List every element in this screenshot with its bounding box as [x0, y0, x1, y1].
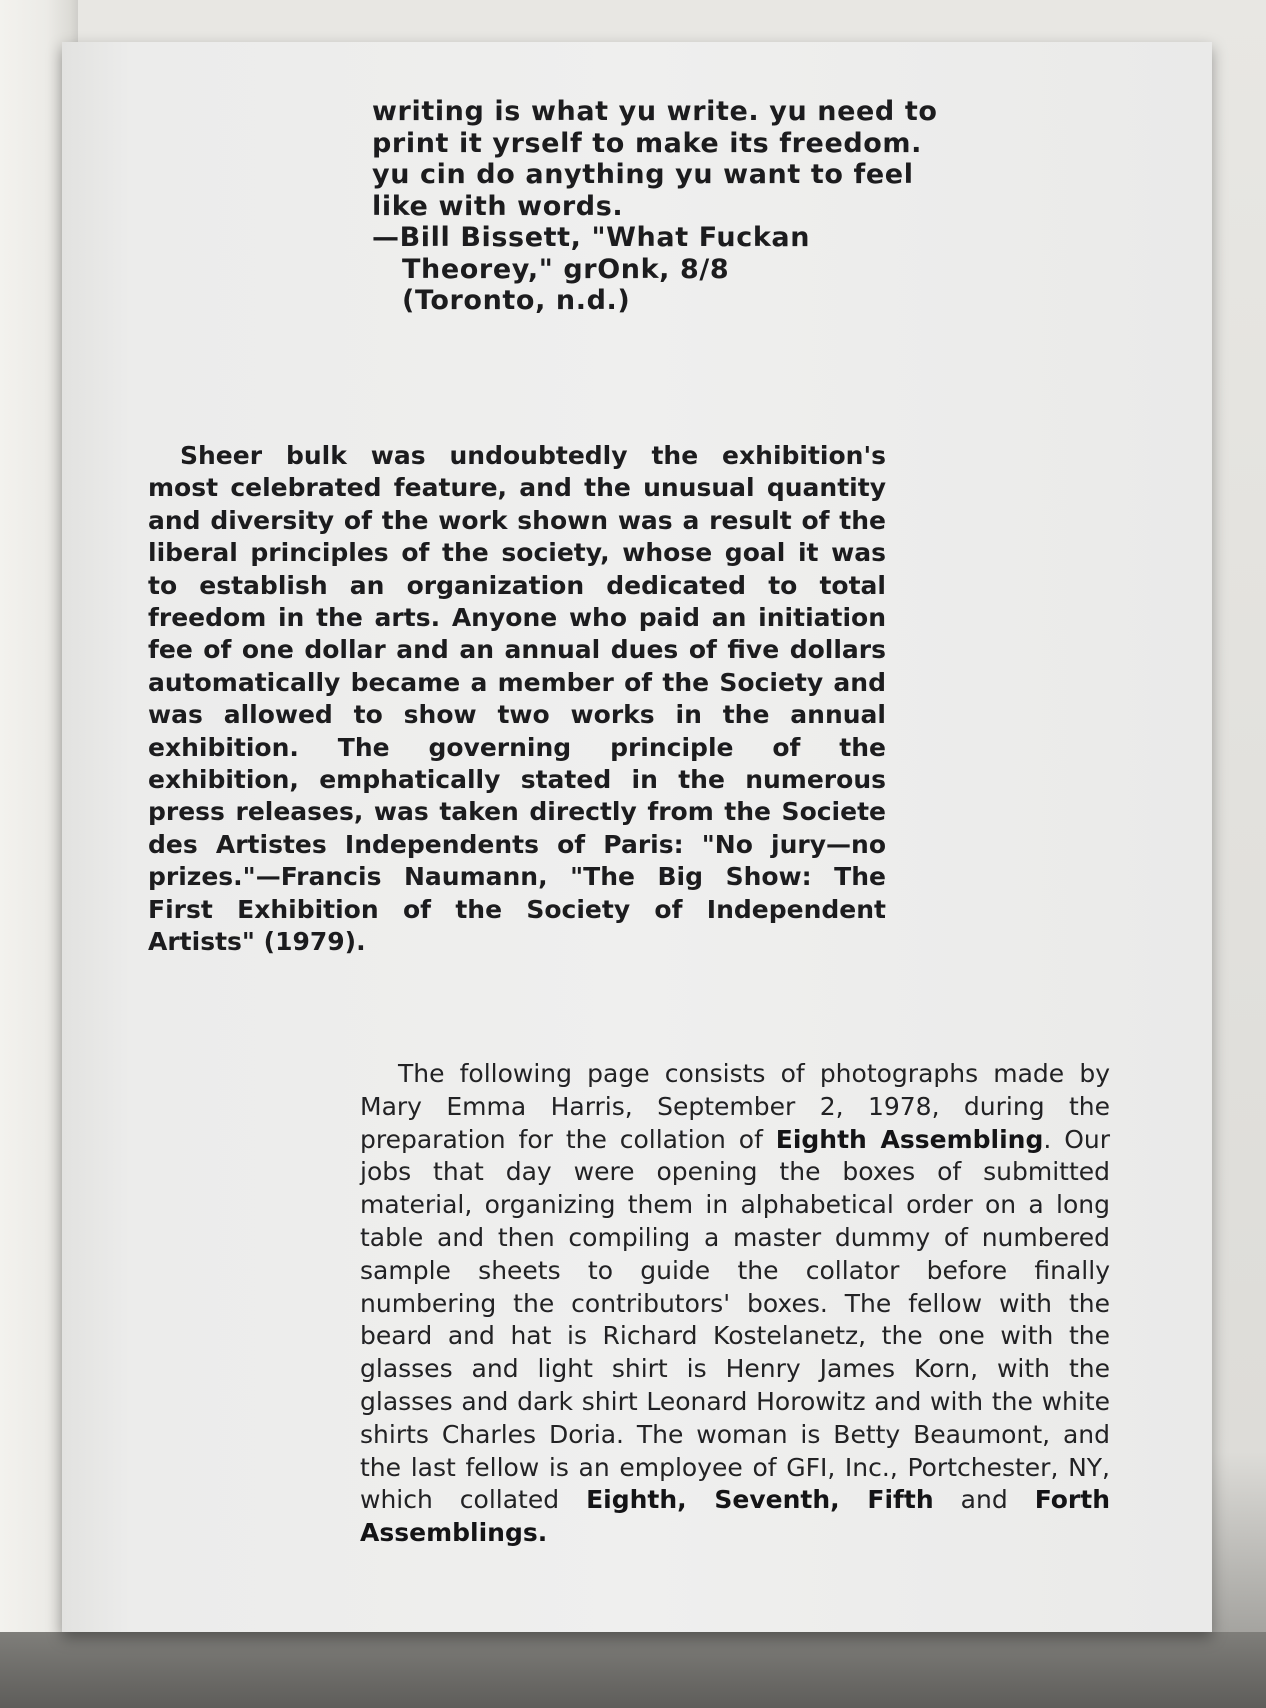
epigraph	[372, 96, 1112, 317]
note-title: Eighth Assembling	[775, 1124, 1044, 1154]
bottom-shadow	[0, 1632, 1266, 1708]
note-text: and	[933, 1485, 1035, 1515]
naumann-quote: Sheer bulk was undoubtedly the exhibition's most celebrated feature, and the unusual quantity and diversity of the work shown was a result of the liberal principles of the society, whose goal it was to establish an organization dedicated to total freedom in the arts. Anyone who paid an initiation fee of one dollar and an annual dues of five dollars automatically became a member of the Society and was allowed to show two works in the annual exhibition. The governing principle of the exhibition, emphatically stated in the numerous press releases, was taken directly from the Societe des Artistes Independents of Paris: "No jury—no prizes."—Francis Naumann, "The Big Show: The First Exhibition of the Society of Independent Artists" (1979).	[148, 441, 886, 957]
epigraph-attribution-line: —Bill Bissett, "What Fuckan	[372, 222, 811, 253]
photo-note	[360, 1058, 1110, 1550]
note-title: Forth Assemblings.	[360, 1485, 1111, 1548]
epigraph-attribution-line: (Toronto, n.d.)	[402, 285, 631, 316]
epigraph-line: print it yrself to make its freedom.	[372, 127, 923, 159]
epigraph-attribution-line: Theorey," grOnk, 8/8	[402, 253, 730, 285]
epigraph-line: like with words.	[372, 190, 624, 222]
epigraph-line: writing is what yu write. yu need to	[372, 96, 938, 127]
note-text: The following page consists of photographs made by Mary Emma Harris, September 2, 1978, during the preparation for the collation of	[360, 1059, 1110, 1154]
note-title: Eighth, Seventh, Fifth	[586, 1485, 934, 1515]
note-text: . Our jobs that day were opening the boxes of submitted material, organizing them in alphabetical order on a long table and then compiling a master dummy of numbered sample sheets to guide the collator before finally numbering the contributors' boxes. The fellow with the beard and hat is Richard Kostelanetz, the one with the glasses and light shirt is Henry James Korn, with the glasses and dark shirt Leonard Horowitz and with the white shirts Charles Doria. The woman is Betty Beaumont, and the last fellow is an employee of GFI, Inc., Portchester, NY, which collated	[360, 1124, 1111, 1515]
epigraph-line: yu cin do anything yu want to feel	[372, 159, 914, 190]
